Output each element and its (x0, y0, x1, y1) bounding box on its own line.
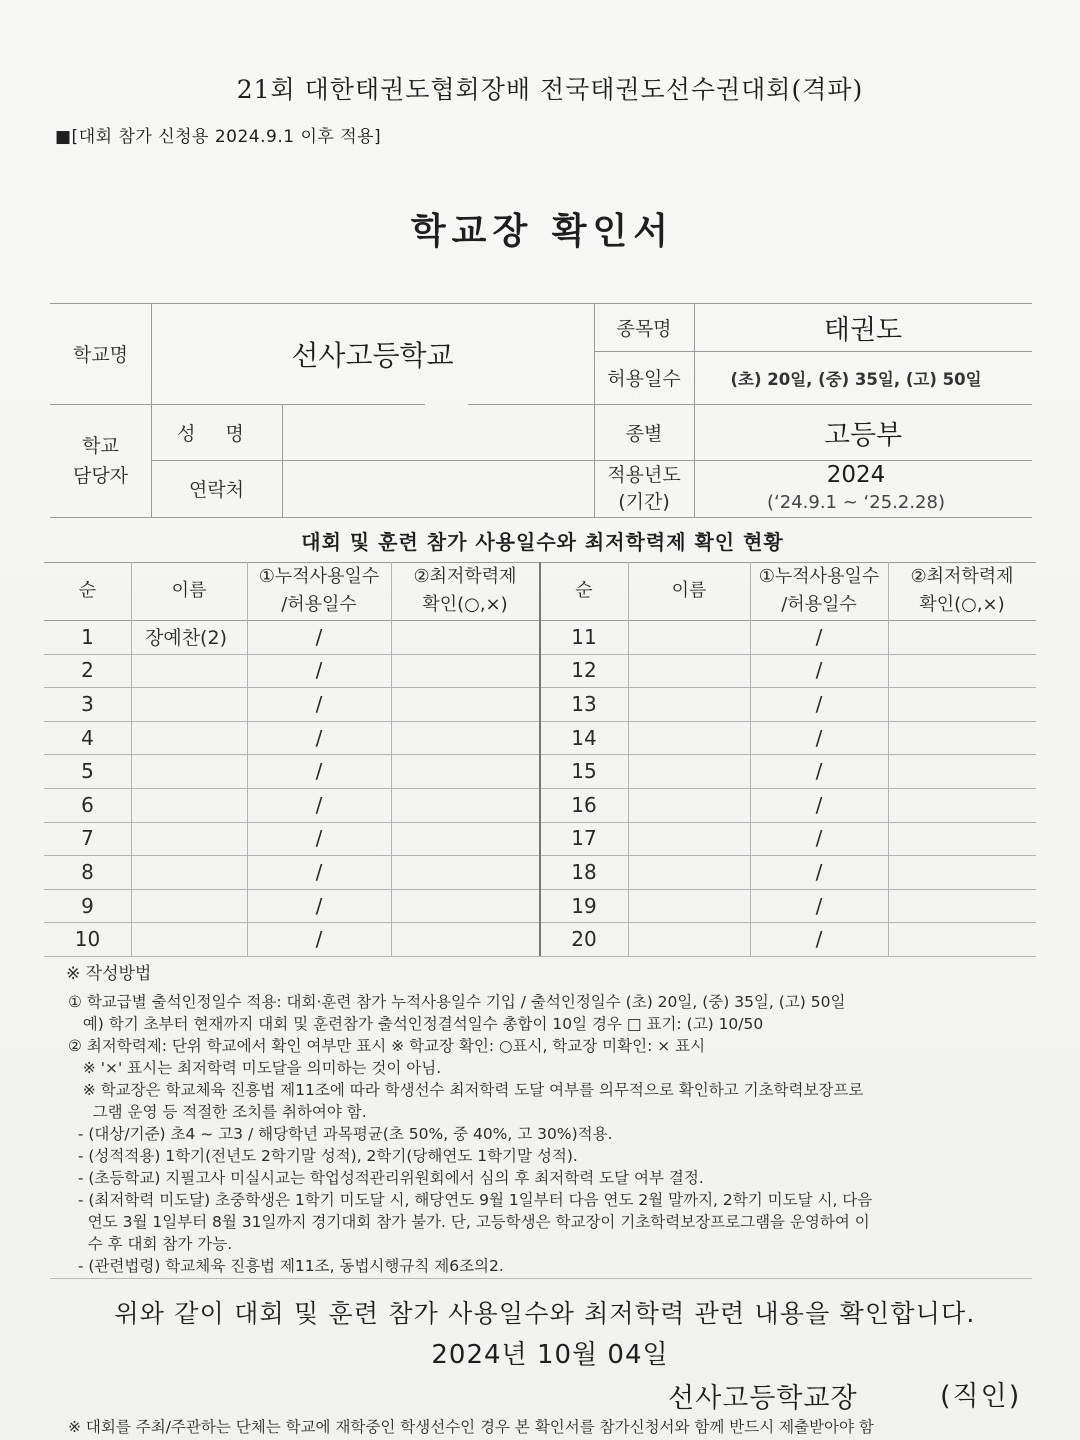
footer-note: ※ 대회를 주최/주관하는 단체는 학교에 재학중인 학생선수인 경우 본 확인서를 참가신청서와 함께 반드시 제출받아야 함 (68, 1418, 874, 1436)
left-row-8-no: 8 (81, 859, 94, 884)
division-label: 종별 (625, 422, 663, 445)
right-row-10-no: 20 (571, 927, 597, 952)
confirmation-statement: 위와 같이 대회 및 훈련 참가 사용일수와 최저학력 관련 내용을 확인합니다. (114, 1299, 976, 1328)
contact-person-label (50, 404, 151, 517)
left-row-10-name[interactable] (131, 922, 247, 956)
right-row-5-days[interactable]: / (815, 759, 823, 784)
year-value: 2024 (826, 461, 886, 488)
left-row-8-days[interactable]: / (315, 859, 323, 884)
contact-name-label: 성 명 (177, 422, 256, 445)
left-row-7-name[interactable] (131, 822, 247, 856)
right-row-8-days[interactable]: / (815, 859, 823, 884)
contact-name-value[interactable] (282, 404, 594, 460)
division-value: 고등부 (823, 419, 903, 451)
period-value: (‘24.9.1 ~ ‘25.2.28) (767, 491, 945, 513)
left-row-6-days[interactable]: / (315, 792, 323, 817)
left-row-3-days[interactable]: / (315, 691, 323, 716)
right-row-6-name[interactable] (628, 788, 750, 822)
principal-name: 선사고등학교장 (668, 1383, 858, 1414)
right-row-2-name[interactable] (628, 654, 750, 688)
header-no-right: 순 (575, 580, 593, 601)
allowed-days-value: (초) 20일, (중) 35일, (고) 50일 (730, 369, 982, 389)
right-row-8-no: 18 (571, 859, 597, 884)
left-row-1-days[interactable]: / (315, 624, 323, 649)
instruction-line: ② 최저학력제: 단위 학교에서 확인 여부만 표시 ※ 학교장 확인: ○표시, 학교장 미확인: × 표시 (68, 1037, 706, 1055)
contact-person-label-line1: 학교 (82, 434, 119, 457)
left-row-1-check[interactable] (391, 620, 539, 654)
header-days-right-line1: ①누적사용일수 (758, 566, 880, 587)
year-label-line1: 적용년도 (607, 463, 681, 486)
contact-phone-value[interactable] (282, 460, 594, 517)
right-row-1-days[interactable]: / (815, 624, 823, 649)
school-info-table (50, 303, 1032, 518)
left-row-8-name[interactable] (131, 855, 247, 889)
instruction-line: 수 후 대회 참가 가능. (68, 1235, 233, 1253)
right-row-3-check[interactable] (888, 687, 1036, 721)
school-name-value: 선사고등학교 (291, 338, 454, 372)
left-row-9-check[interactable] (391, 889, 539, 923)
left-row-6-check[interactable] (391, 788, 539, 822)
right-row-6-check[interactable] (888, 788, 1036, 822)
header-days-left (247, 562, 391, 620)
instruction-line: ① 학교급별 출석인정일수 적용: 대회·훈련 참가 누적사용일수 기입 / 출석인정일수 (초) 20일, (중) 35일, (고) 50일 (68, 993, 846, 1011)
contact-person-label-line2: 담당자 (72, 464, 129, 487)
instructions (68, 963, 988, 1277)
left-row-5-name[interactable] (131, 754, 247, 788)
left-row-8-check[interactable] (391, 855, 539, 889)
roster-title: 대회 및 훈련 참가 사용일수와 최저학력제 확인 현황 (301, 530, 784, 554)
instruction-line: - (성적적용) 1학기(전년도 2학기말 성적), 2학기(당해연도 1학기말 성적). (68, 1147, 578, 1165)
school-name-label: 학교명 (72, 344, 129, 366)
left-row-2-check[interactable] (391, 654, 539, 688)
left-row-7-check[interactable] (391, 822, 539, 856)
right-row-4-no: 14 (571, 725, 597, 750)
left-row-6-name[interactable] (131, 788, 247, 822)
right-row-10-check[interactable] (888, 922, 1036, 956)
right-row-4-name[interactable] (628, 721, 750, 755)
header-days-left-line2: /허용일수 (281, 594, 357, 615)
left-row-2-name[interactable] (131, 654, 247, 688)
instruction-line: ※ 학교장은 학교체육 진흥법 제11조에 따라 학생선수 최저학력 도달 여부를 의무적으로 확인하고 기초학력보장프로 (68, 1081, 864, 1099)
right-row-9-name[interactable] (628, 889, 750, 923)
event-value: 태권도 (823, 314, 903, 346)
contact-phone-label: 연락처 (188, 479, 245, 501)
right-row-7-name[interactable] (628, 822, 750, 856)
left-row-2-no: 2 (81, 658, 94, 683)
right-row-4-check[interactable] (888, 721, 1036, 755)
instruction-line: - (최저학력 미도달) 초중학생은 1학기 미도달 시, 해당연도 9월 1일부터 다음 연도 2월 말까지, 2학기 미도달 시, 다음 (68, 1191, 873, 1209)
header-min-left-line1: ②최저학력제 (413, 566, 517, 587)
header-no-left: 순 (78, 580, 97, 601)
contest-title: 21회 대한태권도협회장배 전국태권도선수권대회(격파) (236, 75, 864, 104)
right-row-7-days[interactable]: / (815, 826, 823, 851)
header-name-left: 이름 (171, 580, 207, 601)
right-row-8-check[interactable] (888, 855, 1036, 889)
document-title: 학교장 확인서 (410, 211, 675, 252)
header-name-right: 이름 (671, 580, 707, 601)
header-min-right-line2: 확인(○,×) (919, 594, 1005, 615)
instruction-line: - (대상/기준) 초4 ~ 고3 / 해당학년 과목평균(초 50%, 중 40%, 고 30%)적용. (68, 1125, 613, 1143)
right-row-9-check[interactable] (888, 889, 1036, 923)
right-row-5-check[interactable] (888, 754, 1036, 788)
right-row-4-days[interactable]: / (815, 725, 823, 750)
year-label-line2: (기간) (618, 490, 670, 513)
left-row-4-check[interactable] (391, 721, 539, 755)
instruction-line: - (관련법령) 학교체육 진흥법 제11조, 동법시행규칙 제6조의2. (68, 1257, 504, 1275)
header-days-right (750, 562, 888, 620)
right-row-1-name[interactable] (628, 620, 750, 654)
left-row-5-no: 5 (81, 759, 94, 784)
right-row-9-no: 19 (571, 893, 597, 918)
instruction-line: 연도 3월 1일부터 8월 31일까지 경기대회 참가 불가. 단, 고등학생은 학교장이 기초학력보장프로그램을 운영하여 이 (68, 1213, 870, 1231)
left-row-7-no: 7 (81, 826, 94, 851)
instructions-heading: ※ 작성방법 (66, 964, 152, 984)
header-min-left-line2: 확인(○,×) (422, 594, 508, 615)
right-row-6-days[interactable]: / (815, 792, 823, 817)
roster-table (44, 562, 1036, 956)
right-row-2-days[interactable]: / (815, 658, 823, 683)
right-row-2-check[interactable] (888, 654, 1036, 688)
right-row-3-name[interactable] (628, 687, 750, 721)
left-row-4-days[interactable]: / (315, 725, 323, 750)
right-row-3-days[interactable]: / (815, 691, 823, 716)
right-row-5-no: 15 (571, 759, 597, 784)
left-row-9-no: 9 (81, 893, 94, 918)
event-label: 종목명 (616, 317, 672, 340)
header-min-right (888, 562, 1036, 620)
left-row-10-check[interactable] (391, 922, 539, 956)
left-row-5-check[interactable] (391, 754, 539, 788)
right-row-8-name[interactable] (628, 855, 750, 889)
right-row-6-no: 16 (571, 792, 597, 817)
apply-note: ■[대회 참가 신청용 2024.9.1 이후 적용] (55, 127, 382, 147)
header-days-right-line2: /허용일수 (781, 594, 857, 615)
right-row-10-days[interactable]: / (815, 927, 823, 952)
instruction-line: 예) 학기 초부터 현재까지 대회 및 훈련참가 출석인정결석일수 총합이 10일 경우 □ 표기: (고) 10/50 (68, 1015, 764, 1033)
right-row-7-check[interactable] (888, 822, 1036, 856)
left-row-3-no: 3 (81, 691, 94, 716)
official-seal-label: (직인) (940, 1381, 1022, 1412)
left-row-2-days[interactable]: / (315, 658, 323, 683)
right-row-2-no: 12 (571, 658, 597, 683)
year-label (594, 460, 694, 517)
left-row-1-no: 1 (81, 624, 94, 649)
right-row-5-name[interactable] (628, 754, 750, 788)
year-value-block (694, 460, 1018, 517)
instruction-line: 그램 운영 등 적절한 조치를 취하여야 함. (68, 1103, 367, 1121)
left-row-9-days[interactable]: / (315, 893, 323, 918)
left-row-4-name[interactable] (131, 721, 247, 755)
left-row-5-days[interactable]: / (315, 759, 323, 784)
left-row-9-name[interactable] (131, 889, 247, 923)
left-row-3-name[interactable] (131, 687, 247, 721)
instruction-line: - (초등학교) 지필고사 미실시교는 학업성적관리위원회에서 심의 후 최저학력 도달 여부 결정. (68, 1169, 704, 1187)
allowed-days-label: 허용일수 (607, 368, 681, 390)
left-row-10-no: 10 (74, 927, 101, 952)
right-row-9-days[interactable]: / (815, 893, 823, 918)
header-min-left (391, 562, 539, 620)
left-row-6-no: 6 (81, 792, 94, 817)
right-row-1-check[interactable] (888, 620, 1036, 654)
confirmation-date: 2024년 10월 04일 (431, 1340, 669, 1370)
left-row-10-days[interactable]: / (315, 927, 323, 952)
left-row-1-name[interactable]: 장예찬(2) (145, 627, 227, 650)
instruction-line: ※ '×' 표시는 최저학력 미도달을 의미하는 것이 아님. (68, 1059, 442, 1077)
right-row-10-name[interactable] (628, 922, 750, 956)
right-row-1-no: 11 (571, 624, 597, 649)
left-row-4-no: 4 (81, 725, 94, 750)
header-days-left-line1: ①누적사용일수 (258, 566, 380, 587)
header-min-right-line1: ②최저학력제 (910, 566, 1014, 587)
right-row-3-no: 13 (571, 691, 597, 716)
right-row-7-no: 17 (571, 826, 597, 851)
left-row-3-check[interactable] (391, 687, 539, 721)
left-row-7-days[interactable]: / (315, 826, 323, 851)
